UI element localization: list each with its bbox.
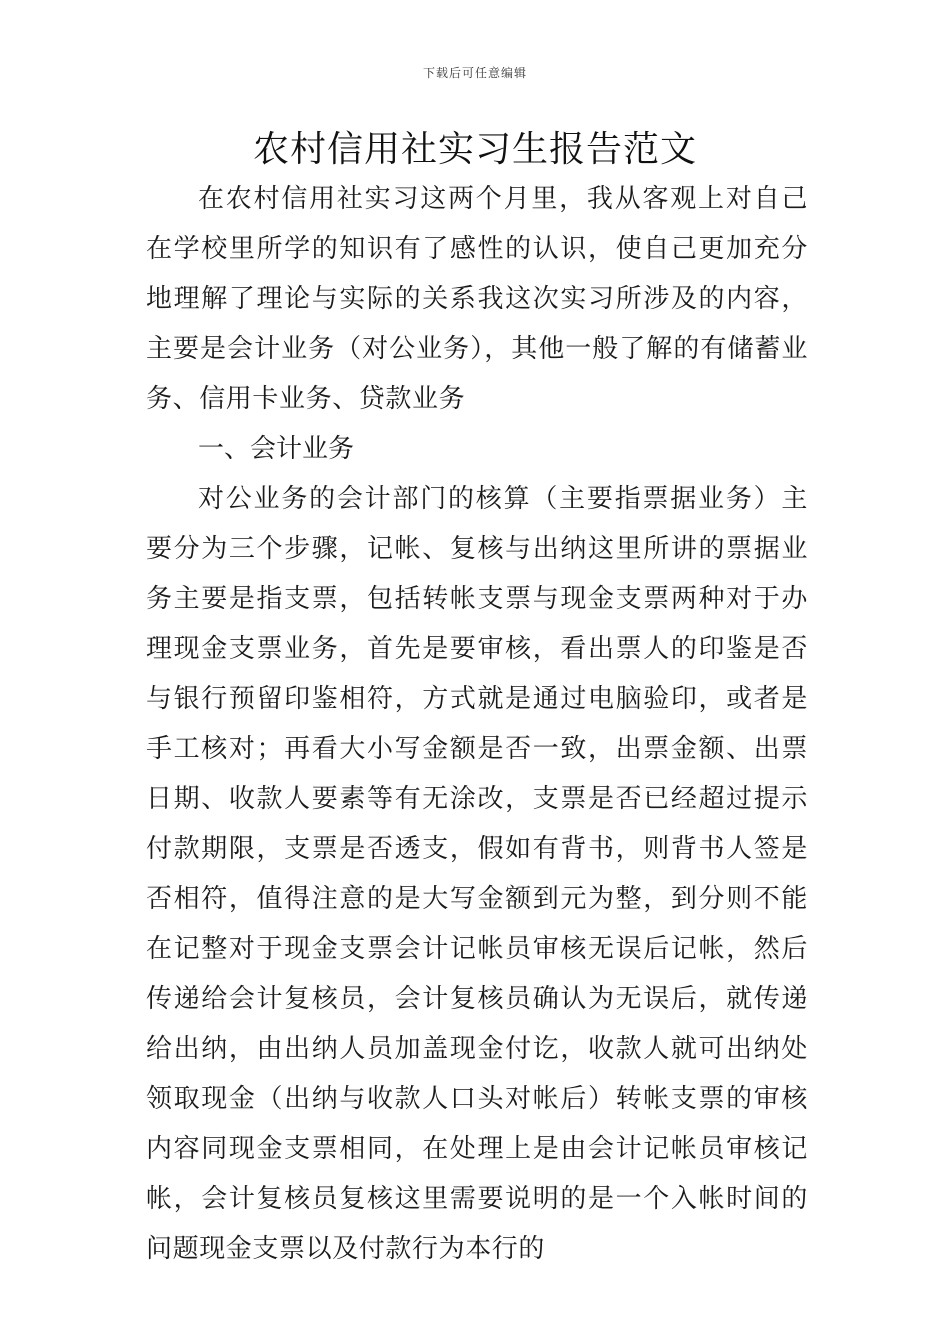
section-heading: 一、会计业务 [198,434,355,464]
document-body [146,174,808,1274]
document-title: 农村信用社实习生报告范文 [252,129,697,170]
section-paragraph: 对公业务的会计部门的核算（主要指票据业务）主要分为三个步骤，记帐、复核与出纳这里所讲的票据业务主要是指支票，包括转帐支票与现金支票两种对于办理现金支票业务，首先是要审核，看出票人的印鉴是否与银行预留印鉴相符，方式就是通过电脑验印，或者是手工核对；再看大小写金额是否一致，出票金额、出票日期、收款人要素等有无涂改，支票是否已经超过提示付款期限，支票是否透支，假如有背书，则背书人签是否相符，值得注意的是大写金额到元为整，到分则不能在记整对于现金支票会计记帐员审核无误后记帐，然后传递给会计复核员，会计复核员确认为无误后，就传递给出纳，由出纳人员加盖现金付讫，收款人就可出纳处领取现金（出纳与收款人口头对帐后）转帐支票的审核内容同现金支票相同，在处理上是由会计记帐员审核记帐，会计复核员复核这里需要说明的是一个入帐时间的问题现金支票以及付款行为本行的 [146,484,808,1264]
header-note: 下载后可任意编辑 [422,66,527,80]
intro-paragraph: 在农村信用社实习这两个月里，我从客观上对自己在学校里所学的知识有了感性的认识，使自己更加充分地理解了理论与实际的关系我这次实习所涉及的内容，主要是会计业务（对公业务），其他一般了解的有储蓄业务、信用卡业务、贷款业务 [146,184,808,414]
